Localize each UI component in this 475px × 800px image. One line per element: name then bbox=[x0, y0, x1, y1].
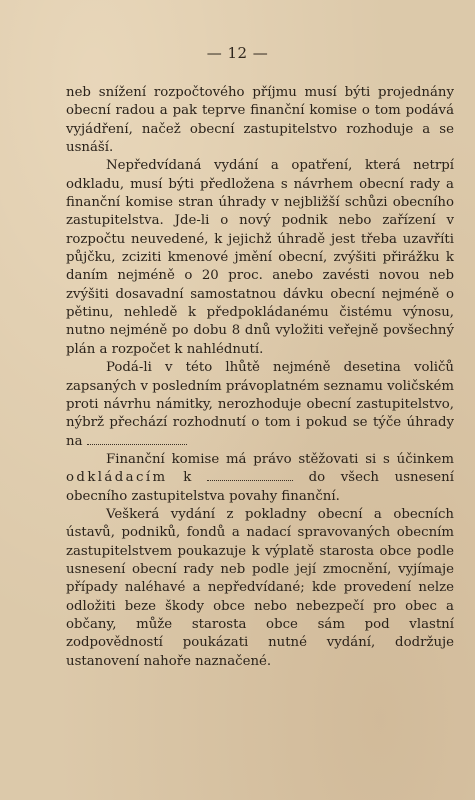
paragraph-4 bbox=[66, 451, 454, 506]
paragraph-4-text-c: do všech usnesení obecního zastupitelstva povahy finanční. bbox=[66, 470, 454, 504]
fill-in-blank bbox=[87, 434, 187, 445]
paragraph-4-spaced-word: odkládacím bbox=[66, 470, 168, 486]
body-text bbox=[66, 84, 454, 671]
paragraph-2: Nepředvídaná vydání a opatření, která netrpí odkladu, musí býti předložena s návrhem obecní rady a finanční komise stran úhrady v nejbližší schůzi obecního zastupitelstva. Jde-li o nový podnik nebo zařízení v rozpočtu neuvedené, k jejichž úhradě jest třeba uzavříti půjčku, zciziti kmenové jmění obecní, zvýšiti přirážku k daním nejméně o 20 proc. anebo zavésti novou neb zvýšiti dosavadní samostatnou dávku obecní nejméně o pětinu, nehledě k předpokládanému čistému výnosu, nutno nejméně po dobu 8 dnů vyložiti veřejně povšechný plán a rozpočet k nahlédnutí. bbox=[66, 158, 454, 357]
page-number: — 12 — bbox=[206, 44, 269, 62]
paragraph-1: neb snížení rozpočtového příjmu musí býti projednány obecní radou a pak teprve finanční komise o tom podává vyjádření, načež obecní zastupitelstvo rozhoduje a se usnáší. bbox=[66, 85, 454, 156]
paragraph-3 bbox=[66, 359, 454, 451]
paragraph-5: Veškerá vydání z pokladny obecní a obecních ústavů, podniků, fondů a nadací spravovaných obecním zastupitelstvem poukazuje k výplatě starosta obce podle usnesení obecní rady neb podle její zmocnění, vyjímaje případy naléhavé a nepředvídané; kde provedení nelze odložiti beze škody obce nebo nebezpečí pro obec a občany, může starosta obce sám pod vlastní zodpovědností poukázati nutné vydání, dodržuje ustanovení nahoře naznačené. bbox=[66, 506, 454, 669]
paragraph-3-text: Podá-li v této lhůtě nejméně desetina voličů zapsaných v posledním právoplatném seznamu voličském proti návrhu námitky, nerozhoduje obecní zastupitelstvo, nýbrž přechází rozhodnutí o tom i pokud se týče úhrady na bbox=[66, 360, 454, 449]
fill-in-blank-2 bbox=[207, 470, 293, 481]
paragraph-4-text-b: k bbox=[183, 470, 192, 486]
paragraph-4-text-a: Finanční komise má právo stěžovati si s účinkem bbox=[106, 451, 454, 467]
